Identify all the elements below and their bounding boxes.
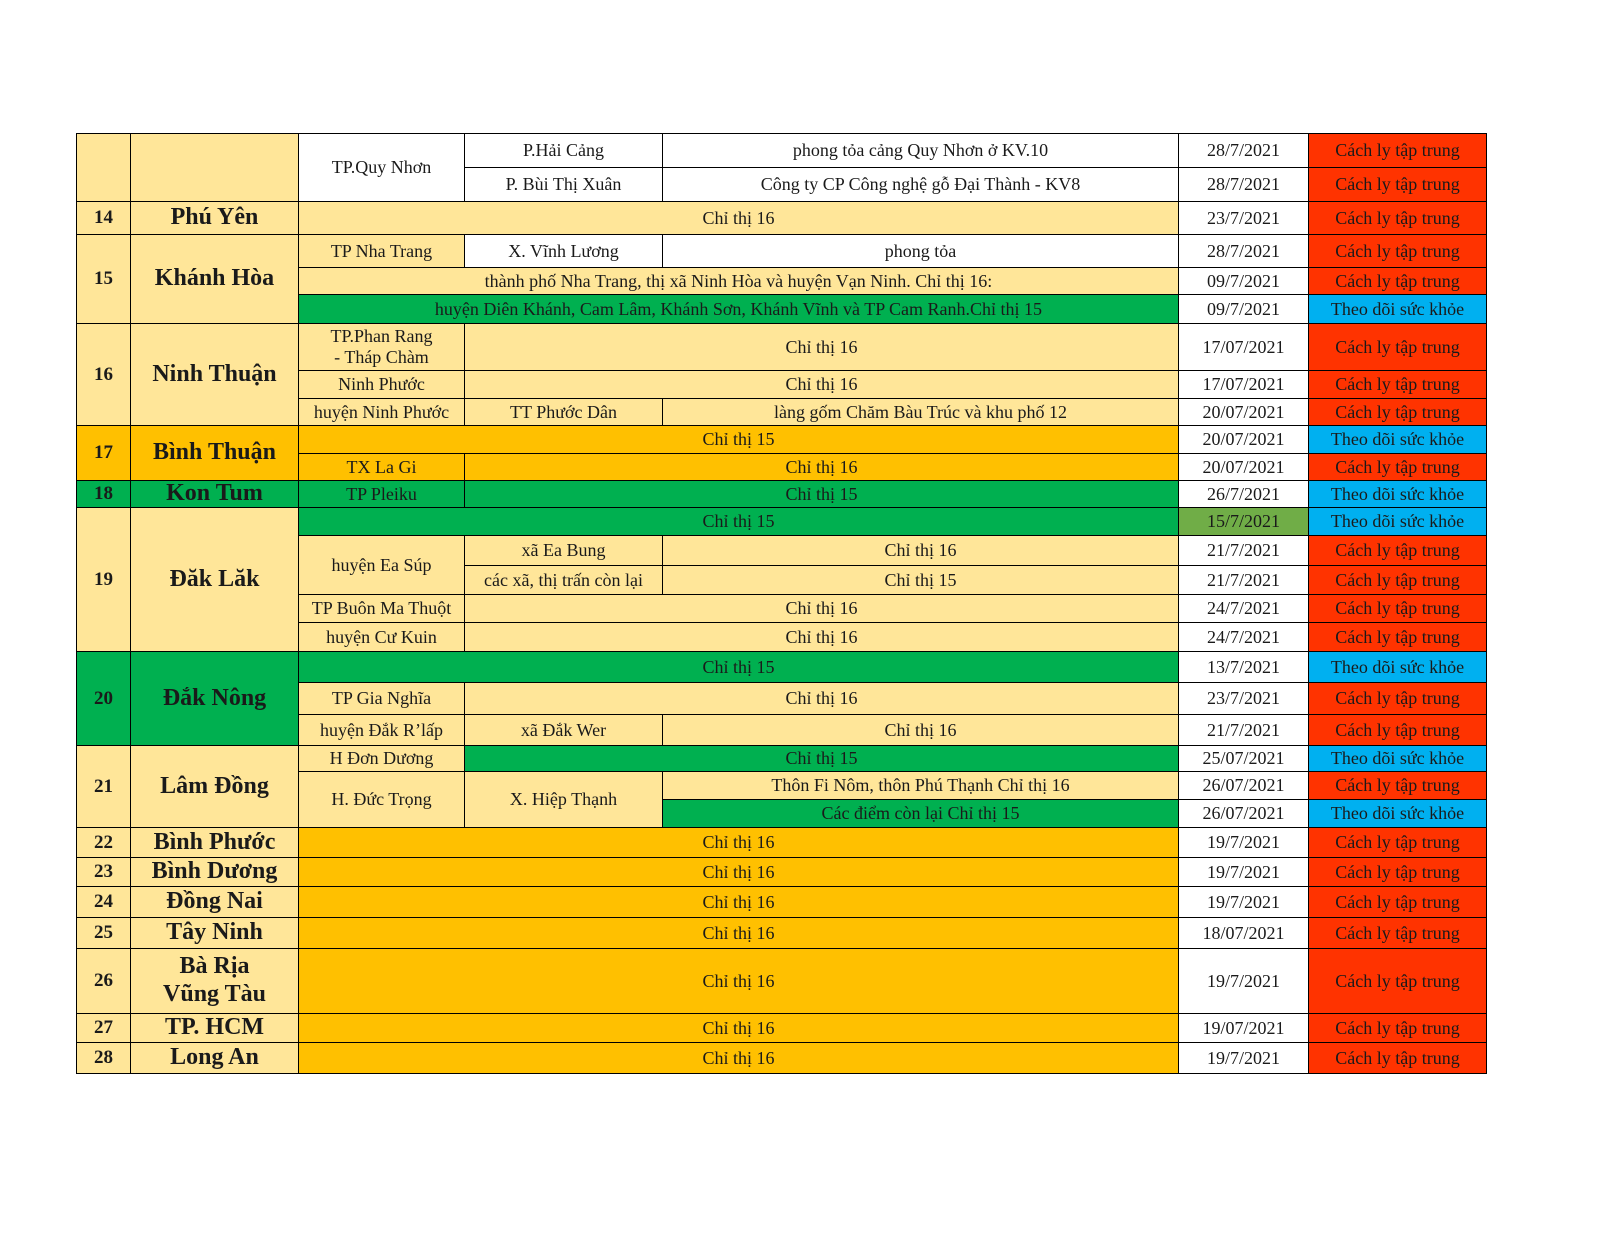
status-cell: Cách ly tập trung [1308,323,1487,371]
status-cell: Cách ly tập trung [1308,398,1487,426]
area-cell: Chỉ thị 16 [464,594,1179,623]
area-cell: Chỉ thị 16 [298,886,1179,918]
status-cell: Theo dõi sức khỏe [1308,425,1487,454]
date-cell: 09/7/2021 [1178,267,1309,295]
province-name: Phú Yên [130,201,299,235]
area-cell: huyện Diên Khánh, Cam Lâm, Khánh Sơn, Khánh Vĩnh và TP Cam Ranh.Chỉ thị 15 [298,294,1179,324]
row-number: 21 [76,745,131,828]
area-cell: Chỉ thị 16 [298,827,1179,858]
area-cell: Chỉ thị 16 [298,917,1179,949]
date-cell: 13/7/2021 [1178,651,1309,683]
status-cell: Cách ly tập trung [1308,234,1487,268]
date-cell: 20/07/2021 [1178,398,1309,426]
date-cell: 09/7/2021 [1178,294,1309,324]
status-cell: Cách ly tập trung [1308,133,1487,168]
province-name: Đắk Nông [130,651,299,746]
area-cell: Chỉ thị 16 [464,453,1179,481]
date-cell: 19/7/2021 [1178,948,1309,1014]
status-cell: Cách ly tập trung [1308,714,1487,746]
ward-cell: P.Hải Cảng [464,133,663,168]
province-name: Bình Thuận [130,425,299,481]
table-grid [76,133,1514,1093]
row-number: 25 [76,917,131,949]
row-number: 16 [76,323,131,426]
row-number: 27 [76,1013,131,1043]
province-name: Đồng Nai [130,886,299,918]
district-cell: TP Nha Trang [298,234,465,268]
row-number: 20 [76,651,131,746]
status-cell: Cách ly tập trung [1308,917,1487,949]
district-cell: TP.Phan Rang - Tháp Chàm [298,323,465,371]
ward-cell: các xã, thị trấn còn lại [464,565,663,595]
date-cell: 28/7/2021 [1178,133,1309,168]
row-number: 19 [76,507,131,652]
area-cell: Chỉ thị 15 [298,651,1179,683]
detail-cell: phong tỏa cảng Quy Nhơn ở KV.10 [662,133,1179,168]
ward-cell: X. Hiệp Thạnh [464,771,663,828]
date-cell: 21/7/2021 [1178,714,1309,746]
province-name: Ninh Thuận [130,323,299,426]
district-cell: H. Đức Trọng [298,771,465,828]
area-cell: Chỉ thị 15 [298,425,1179,454]
area-cell: Chỉ thị 15 [464,745,1179,772]
date-cell: 17/07/2021 [1178,323,1309,371]
status-cell: Cách ly tập trung [1308,1042,1487,1074]
area-cell: Chỉ thị 16 [464,622,1179,652]
district-cell: H Đơn Dương [298,745,465,772]
detail-cell: Thôn Fi Nôm, thôn Phú Thạnh Chỉ thị 16 [662,771,1179,800]
ward-cell: P. Bùi Thị Xuân [464,167,663,202]
area-cell: Chỉ thị 16 [298,1042,1179,1074]
district-cell: TP Buôn Ma Thuột [298,594,465,623]
ward-cell: xã Đắk Wer [464,714,663,746]
province-name [130,133,299,202]
date-cell: 25/07/2021 [1178,745,1309,772]
date-cell: 23/7/2021 [1178,201,1309,235]
status-cell: Theo dõi sức khỏe [1308,745,1487,772]
status-cell: Cách ly tập trung [1308,886,1487,918]
date-cell: 24/7/2021 [1178,622,1309,652]
date-cell: 23/7/2021 [1178,682,1309,715]
status-cell: Cách ly tập trung [1308,594,1487,623]
row-number [76,133,131,202]
date-cell: 26/07/2021 [1178,799,1309,828]
date-cell: 19/7/2021 [1178,827,1309,858]
row-number: 26 [76,948,131,1014]
province-name: Lâm Đồng [130,745,299,828]
date-cell: 24/7/2021 [1178,594,1309,623]
province-name: Khánh Hòa [130,234,299,324]
row-number: 14 [76,201,131,235]
ward-cell: X. Vĩnh Lương [464,234,663,268]
row-number: 18 [76,480,131,508]
district-cell: huyện Cư Kuin [298,622,465,652]
status-cell: Cách ly tập trung [1308,857,1487,887]
area-cell: Chỉ thị 15 [464,480,1179,508]
row-number: 15 [76,234,131,324]
status-cell: Cách ly tập trung [1308,771,1487,800]
province-name: Bình Dương [130,857,299,887]
row-number: 17 [76,425,131,481]
province-name: Long An [130,1042,299,1074]
date-cell: 20/07/2021 [1178,425,1309,454]
district-cell: TP Pleiku [298,480,465,508]
date-cell: 28/7/2021 [1178,167,1309,202]
date-cell: 19/7/2021 [1178,857,1309,887]
date-cell: 26/07/2021 [1178,771,1309,800]
province-name: Đăk Lăk [130,507,299,652]
date-cell: 18/07/2021 [1178,917,1309,949]
area-cell: Chỉ thị 16 [298,201,1179,235]
province-name: Bình Phước [130,827,299,858]
date-cell: 19/7/2021 [1178,886,1309,918]
status-cell: Theo dõi sức khỏe [1308,480,1487,508]
status-cell: Theo dõi sức khỏe [1308,651,1487,683]
status-cell: Cách ly tập trung [1308,565,1487,595]
area-cell: thành phố Nha Trang, thị xã Ninh Hòa và huyện Vạn Ninh. Chỉ thị 16: [298,267,1179,295]
area-cell: Chỉ thị 16 [298,948,1179,1014]
status-cell: Theo dõi sức khỏe [1308,294,1487,324]
detail-cell: Chỉ thị 16 [662,714,1179,746]
restriction-table [76,133,1514,1093]
row-number: 24 [76,886,131,918]
district-cell: huyện Đắk R’lấp [298,714,465,746]
status-cell: Theo dõi sức khỏe [1308,507,1487,536]
date-cell: 21/7/2021 [1178,535,1309,566]
detail-cell: Các điểm còn lại Chỉ thị 15 [662,799,1179,828]
district-cell: TX La Gi [298,453,465,481]
status-cell: Cách ly tập trung [1308,267,1487,295]
area-cell: Chỉ thị 16 [464,370,1179,399]
row-number: 23 [76,857,131,887]
area-cell: Chỉ thị 16 [464,682,1179,715]
province-name: Bà Rịa Vũng Tàu [130,948,299,1014]
area-cell: Chỉ thị 16 [464,323,1179,371]
status-cell: Cách ly tập trung [1308,370,1487,399]
detail-cell: Công ty CP Công nghệ gỗ Đại Thành - KV8 [662,167,1179,202]
status-cell: Cách ly tập trung [1308,948,1487,1014]
province-name: TP. HCM [130,1013,299,1043]
status-cell: Cách ly tập trung [1308,1013,1487,1043]
date-cell: 26/7/2021 [1178,480,1309,508]
district-cell: huyện Ninh Phước [298,398,465,426]
ward-cell: TT Phước Dân [464,398,663,426]
date-cell: 19/07/2021 [1178,1013,1309,1043]
detail-cell: làng gốm Chăm Bàu Trúc và khu phố 12 [662,398,1179,426]
status-cell: Cách ly tập trung [1308,453,1487,481]
detail-cell: Chỉ thị 15 [662,565,1179,595]
province-name: Kon Tum [130,480,299,508]
district-cell: Ninh Phước [298,370,465,399]
date-cell: 28/7/2021 [1178,234,1309,268]
area-cell: Chỉ thị 15 [298,507,1179,536]
detail-cell: phong tỏa [662,234,1179,268]
district-cell: huyện Ea Súp [298,535,465,595]
ward-cell: xã Ea Bung [464,535,663,566]
row-number: 28 [76,1042,131,1074]
status-cell: Theo dõi sức khỏe [1308,799,1487,828]
date-cell: 15/7/2021 [1178,507,1309,536]
status-cell: Cách ly tập trung [1308,682,1487,715]
status-cell: Cách ly tập trung [1308,167,1487,202]
district-cell: TP.Quy Nhơn [298,133,465,202]
area-cell: Chỉ thị 16 [298,1013,1179,1043]
detail-cell: Chỉ thị 16 [662,535,1179,566]
date-cell: 20/07/2021 [1178,453,1309,481]
status-cell: Cách ly tập trung [1308,201,1487,235]
row-number: 22 [76,827,131,858]
status-cell: Cách ly tập trung [1308,535,1487,566]
area-cell: Chỉ thị 16 [298,857,1179,887]
date-cell: 17/07/2021 [1178,370,1309,399]
date-cell: 21/7/2021 [1178,565,1309,595]
province-name: Tây Ninh [130,917,299,949]
district-cell: TP Gia Nghĩa [298,682,465,715]
status-cell: Cách ly tập trung [1308,827,1487,858]
date-cell: 19/7/2021 [1178,1042,1309,1074]
status-cell: Cách ly tập trung [1308,622,1487,652]
